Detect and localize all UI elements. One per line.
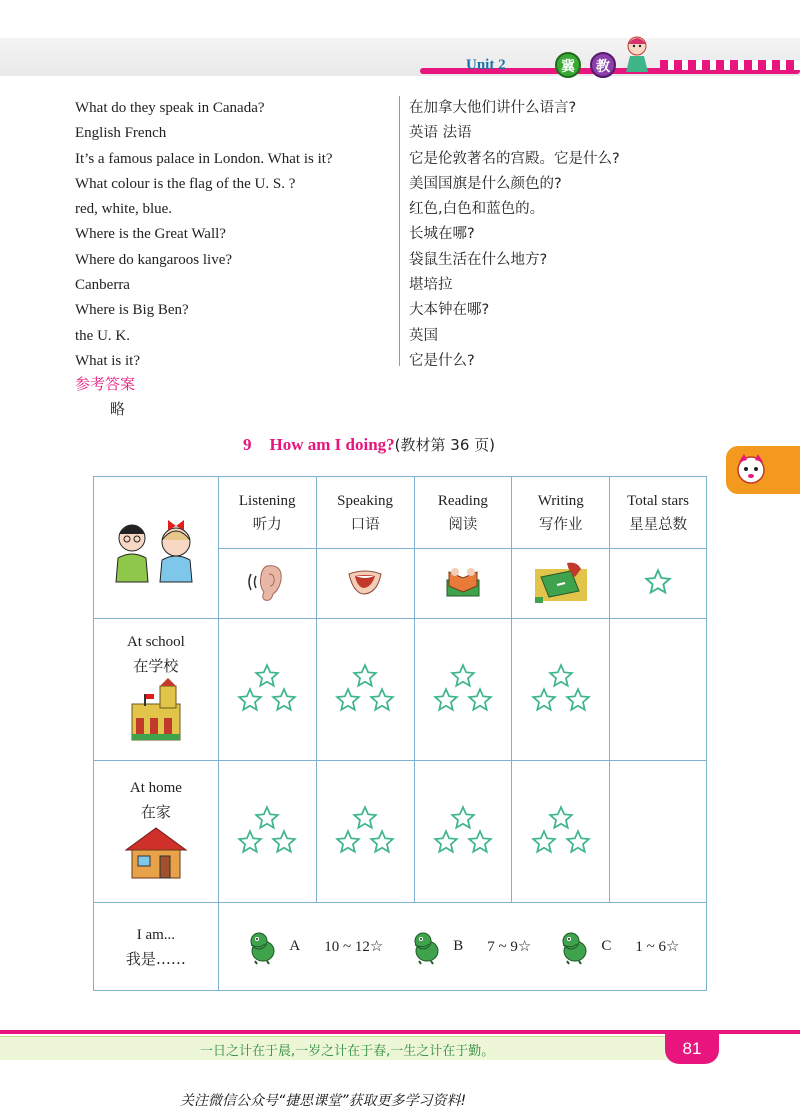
qa-english: It’s a famous palace in London. What is it? xyxy=(75,150,333,167)
qa-row xyxy=(75,324,715,349)
publisher-badge-ji: 冀 xyxy=(555,52,581,78)
qa-english: Where do kangaroos live? xyxy=(75,251,233,268)
star-icon xyxy=(531,687,557,713)
col-total-en: Total stars xyxy=(627,492,690,509)
star-group[interactable] xyxy=(433,663,493,713)
grade-letter: C xyxy=(601,938,612,954)
qa-chinese: 堪培拉 xyxy=(409,277,453,294)
ear-cell xyxy=(218,549,316,619)
row-home-en: At home xyxy=(129,779,182,796)
home-reading-stars xyxy=(414,761,512,903)
footer-motto: 一日之计在于晨,一岁之计在于春,一生之计在于勤。 xyxy=(200,1044,495,1059)
qa-row xyxy=(75,147,715,172)
star-icon xyxy=(335,829,361,855)
row-home-zh: 在家 xyxy=(140,802,171,821)
star-icon xyxy=(433,829,459,855)
row-school-zh: 在学校 xyxy=(133,656,179,675)
star-icon xyxy=(271,687,297,713)
star-icon xyxy=(531,829,557,855)
side-tab xyxy=(726,446,800,494)
school-listening-stars xyxy=(218,619,316,761)
qa-chinese: 它是伦敦著名的宫殿。它是什么? xyxy=(409,150,620,167)
writing-icon xyxy=(531,559,591,605)
star-icon xyxy=(369,687,395,713)
qa-english: red, white, blue. xyxy=(75,201,173,218)
star-group[interactable] xyxy=(531,805,591,855)
section-title xyxy=(243,434,495,455)
star-group[interactable] xyxy=(531,663,591,713)
qa-chinese: 大本钟在哪? xyxy=(409,302,490,319)
qa-row xyxy=(75,248,715,273)
star-icon xyxy=(271,829,297,855)
qa-chinese: 在加拿大他们讲什么语言? xyxy=(409,100,577,116)
ear-icon xyxy=(245,560,289,604)
star-icon xyxy=(335,687,361,713)
col-listening-zh: 听力 xyxy=(252,516,282,533)
qa-chinese: 红色,白色和蓝色的。 xyxy=(409,201,545,218)
col-speaking xyxy=(316,477,414,549)
col-speaking-zh: 口语 xyxy=(350,516,380,533)
star-icon xyxy=(548,805,574,831)
children-icon xyxy=(108,508,204,584)
home-speaking-stars xyxy=(316,761,414,903)
qa-row xyxy=(75,96,715,121)
qa-english: What is it? xyxy=(75,352,140,369)
star-group[interactable] xyxy=(237,805,297,855)
book-icon xyxy=(441,562,485,602)
col-speaking-en: Speaking xyxy=(337,492,393,509)
star-icon xyxy=(433,687,459,713)
reference-answer: 略 xyxy=(110,400,126,418)
home-total-cell[interactable] xyxy=(610,761,707,903)
reference-title: 参考答案 xyxy=(75,375,136,393)
col-total-stars xyxy=(610,477,707,549)
school-reading-stars xyxy=(414,619,512,761)
star-icon xyxy=(548,663,574,689)
qa-chinese: 袋鼠生活在什么地方? xyxy=(409,251,548,268)
col-writing-zh: 写作业 xyxy=(539,516,583,533)
col-reading-en: Reading xyxy=(437,492,488,509)
home-writing-stars xyxy=(512,761,610,903)
qa-row xyxy=(75,197,715,222)
grade-letter: A xyxy=(289,938,301,954)
qa-row xyxy=(75,121,715,146)
mouth-icon xyxy=(343,562,387,602)
qa-chinese: 美国国旗是什么颜色的? xyxy=(409,175,562,192)
qa-english: English French xyxy=(75,125,167,142)
qa-list xyxy=(75,96,715,374)
dinosaur-icon xyxy=(409,929,445,965)
publisher-badge-jiao: 教 xyxy=(590,52,616,78)
star-icon xyxy=(369,829,395,855)
star-icon xyxy=(565,687,591,713)
section-heading: How am I doing? xyxy=(269,435,395,454)
grade-letter: B xyxy=(453,938,464,954)
qa-row xyxy=(75,222,715,247)
grade-item xyxy=(557,929,679,965)
writing-cell xyxy=(512,549,610,619)
star-icon xyxy=(237,829,263,855)
star-icon xyxy=(644,568,672,596)
qa-chinese: 长城在哪? xyxy=(409,226,475,243)
star-icon xyxy=(254,663,280,689)
grade-range: 7 ~ 9☆ xyxy=(487,939,532,955)
qa-chinese: 英国 xyxy=(409,327,438,344)
book-cell xyxy=(414,549,512,619)
school-icon xyxy=(128,678,184,742)
page-header xyxy=(0,30,800,90)
col-writing-en: Writing xyxy=(537,492,584,509)
section-textbook-ref: (教材第 36 页) xyxy=(394,436,495,454)
grade-scale xyxy=(218,903,706,991)
grade-item xyxy=(409,929,531,965)
i-am-zh: 我是…… xyxy=(125,949,186,968)
page-number: 81 xyxy=(665,1034,719,1064)
row-at-school xyxy=(94,619,219,761)
star-icon xyxy=(237,687,263,713)
row-i-am xyxy=(94,903,219,991)
grade-range: 10 ~ 12☆ xyxy=(324,939,384,955)
star-icon xyxy=(467,687,493,713)
school-speaking-stars xyxy=(316,619,414,761)
kids-illustration xyxy=(94,477,219,619)
row-school-en: At school xyxy=(126,633,185,650)
col-reading-zh: 阅读 xyxy=(448,516,478,533)
qa-row xyxy=(75,349,715,374)
col-total-zh: 星星总数 xyxy=(629,516,688,533)
col-listening-en: Listening xyxy=(238,492,296,509)
dinosaur-icon xyxy=(557,929,593,965)
star-group[interactable] xyxy=(237,663,297,713)
row-at-home xyxy=(94,761,219,903)
qa-row xyxy=(75,273,715,298)
star-icon xyxy=(565,829,591,855)
star-icon xyxy=(352,805,378,831)
qa-row xyxy=(75,172,715,197)
star-group[interactable] xyxy=(335,663,395,713)
qa-chinese: 它是什么? xyxy=(409,352,475,369)
house-icon xyxy=(124,824,188,880)
col-listening xyxy=(218,477,316,549)
column-divider xyxy=(399,96,400,366)
school-total-cell[interactable] xyxy=(610,619,707,761)
unit-label: Unit 2 xyxy=(466,57,506,73)
col-writing xyxy=(512,477,610,549)
fox-face-icon xyxy=(734,452,768,486)
qa-chinese: 英语 法语 xyxy=(409,125,472,142)
star-icon xyxy=(352,663,378,689)
star-group[interactable] xyxy=(335,805,395,855)
total-star-cell xyxy=(610,549,707,619)
qa-english: Where is the Great Wall? xyxy=(75,226,226,243)
star-icon xyxy=(450,805,476,831)
qa-english: Canberra xyxy=(75,277,130,294)
grade-item xyxy=(245,929,383,965)
star-icon xyxy=(450,663,476,689)
school-writing-stars xyxy=(512,619,610,761)
grade-range: 1 ~ 6☆ xyxy=(635,939,680,955)
qa-english: What colour is the flag of the U. S. ? xyxy=(75,175,296,192)
bottom-note: 关注微信公众号“捷思课堂”获取更多学习资料! xyxy=(180,1093,467,1109)
star-icon xyxy=(467,829,493,855)
home-listening-stars xyxy=(218,761,316,903)
girl-mascot-icon xyxy=(620,34,654,74)
star-group[interactable] xyxy=(433,805,493,855)
mouth-cell xyxy=(316,549,414,619)
self-assessment-table xyxy=(93,476,707,991)
star-icon xyxy=(254,805,280,831)
qa-english: What do they speak in Canada? xyxy=(75,100,265,116)
qa-english: the U. K. xyxy=(75,327,130,344)
qa-row xyxy=(75,298,715,323)
qa-english: Where is Big Ben? xyxy=(75,302,189,319)
i-am-en: I am... xyxy=(136,926,176,943)
header-checker xyxy=(660,60,800,70)
section-number: 9 xyxy=(243,435,252,454)
dinosaur-icon xyxy=(245,929,281,965)
col-reading xyxy=(414,477,512,549)
